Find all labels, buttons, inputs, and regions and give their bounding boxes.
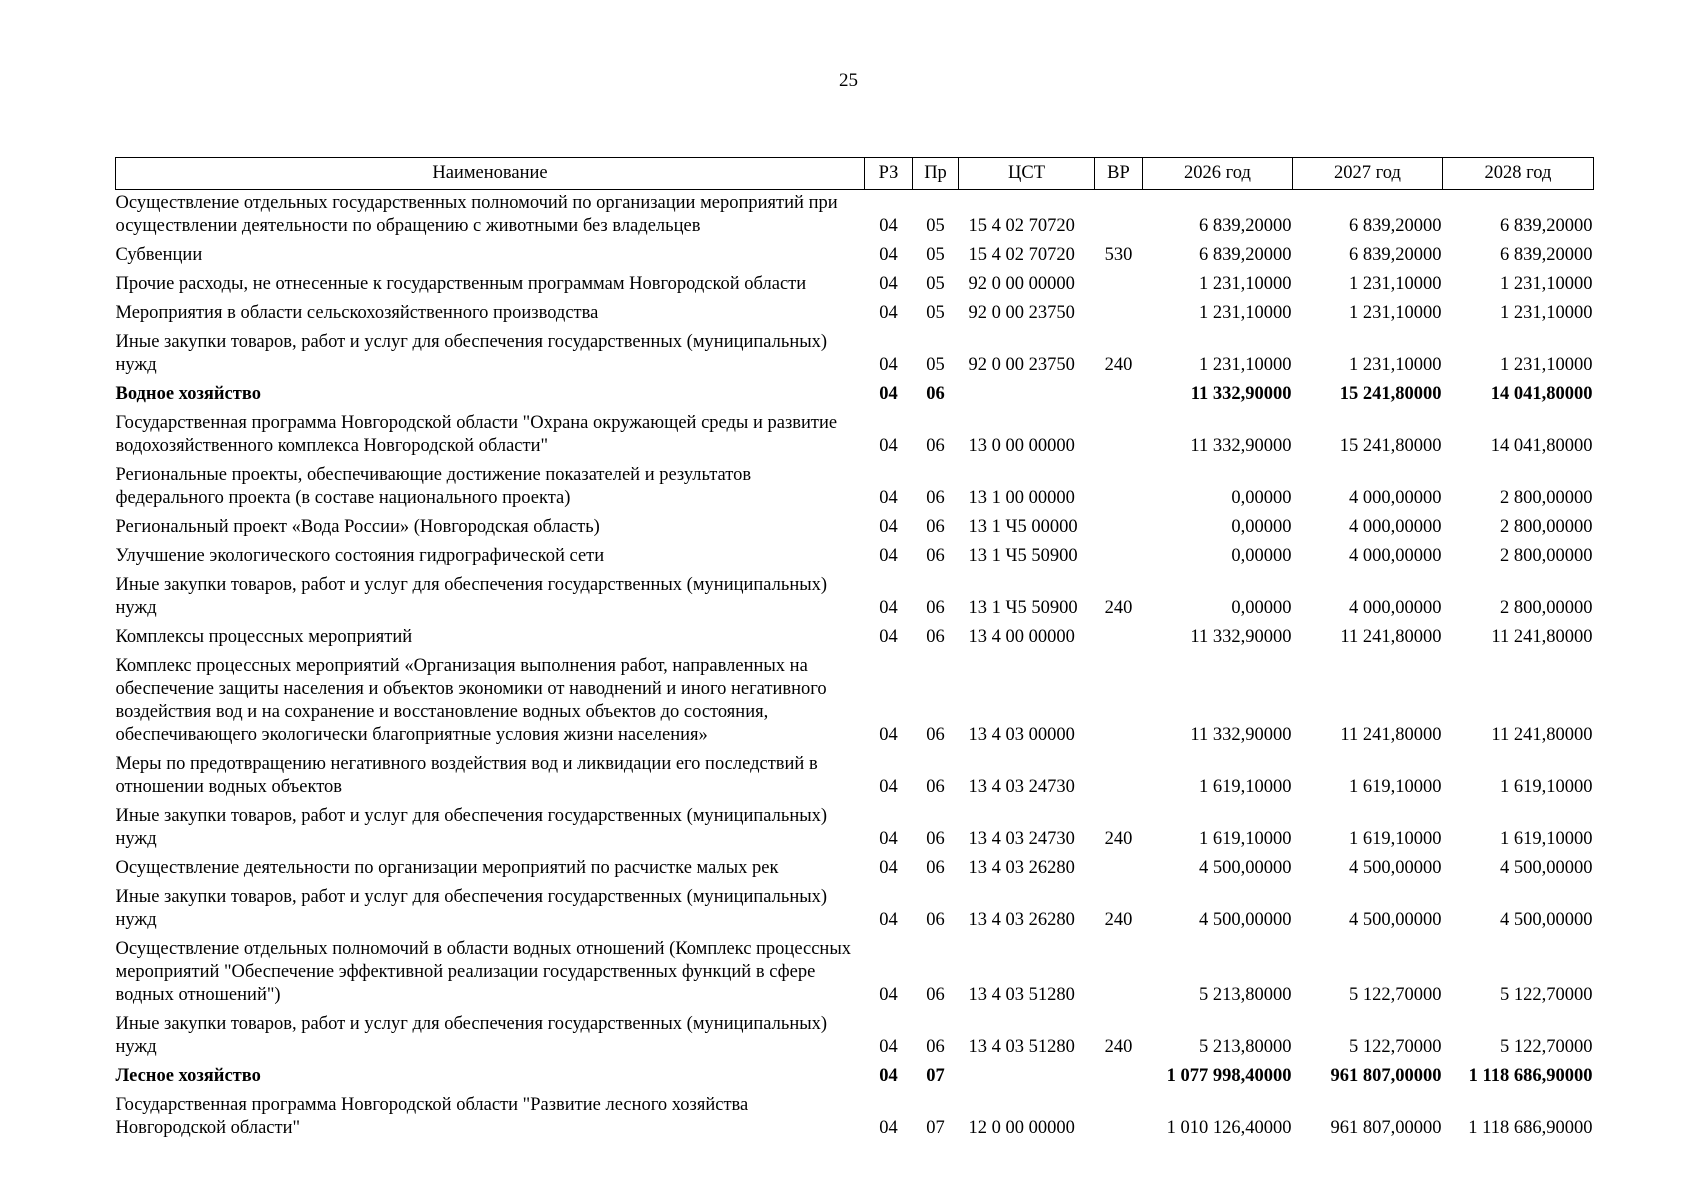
row-pr: 07 [926,1118,945,1138]
table-row [116,325,1594,377]
row-value-2026: 6 839,20000 [1199,245,1292,265]
row-cst: 13 4 03 51280 [968,985,1075,1005]
row-value-2026: 11 332,90000 [1190,436,1292,456]
row-value-2027: 4 000,00000 [1349,517,1442,537]
row-name: Осуществление деятельности по организации мероприятий по расчистке малых рек [115,858,779,878]
row-value-2028: 4 500,00000 [1500,858,1593,878]
row-cst: 13 4 03 51280 [968,1037,1075,1057]
row-pr: 06 [926,517,945,537]
row-value-2027: 1 231,10000 [1349,274,1442,294]
row-vr: 240 [1104,910,1133,930]
row-value-2028: 11 241,80000 [1491,725,1593,745]
row-cst [959,1059,1095,1088]
table-row [116,747,1594,799]
table-row [116,932,1594,1007]
row-name: Иные закупки товаров, работ и услуг для обеспечения государственных (муниципальных) нужд [115,575,828,618]
row-rz: 04 [879,245,898,265]
row-name: Осуществление отдельных полномочий в области водных отношений (Комплекс процессных мероприятий "Обеспечение эффективной реализации государственных функций в сфере водных отношений") [115,939,852,1005]
row-name: Осуществление отдельных государственных полномочий по организации мероприятий при осуществлении деятельности по обращению с животными без владельцев [115,193,838,236]
table-row [116,510,1594,539]
row-vr [1095,510,1143,539]
row-cst: 13 4 03 24730 [968,829,1075,849]
row-value-2026: 0,00000 [1231,598,1292,618]
row-rz: 04 [879,858,898,878]
row-rz: 04 [879,355,898,375]
row-value-2028: 11 241,80000 [1491,627,1593,647]
row-rz: 04 [879,725,898,745]
row-vr [1095,620,1143,649]
row-name: Иные закупки товаров, работ и услуг для обеспечения государственных (муниципальных) нужд [115,1014,828,1057]
row-pr: 06 [926,985,945,1005]
row-value-2027: 6 839,20000 [1349,245,1442,265]
row-value-2027: 5 122,70000 [1349,985,1442,1005]
header-rz: РЗ [865,158,913,190]
row-cst: 13 1 Ч5 50900 [968,598,1078,618]
row-cst: 15 4 02 70720 [968,245,1075,265]
header-vr: ВР [1095,158,1143,190]
row-rz: 04 [879,598,898,618]
row-vr: 240 [1104,598,1133,618]
row-value-2028: 6 839,20000 [1500,216,1593,236]
table-row [116,267,1594,296]
table-row [116,296,1594,325]
row-rz: 04 [879,985,898,1005]
row-cst: 13 4 00 00000 [968,627,1075,647]
row-vr [1095,747,1143,799]
table-header [116,158,1594,190]
row-value-2026: 0,00000 [1231,546,1292,566]
row-vr [1095,1059,1143,1088]
row-value-2028: 14 041,80000 [1490,436,1593,456]
row-pr: 06 [926,829,945,849]
table-row [116,568,1594,620]
row-vr: 530 [1104,245,1133,265]
row-rz: 04 [879,546,898,566]
table-row [116,620,1594,649]
row-value-2027: 11 241,80000 [1340,627,1442,647]
row-pr: 05 [926,216,945,236]
row-pr: 06 [926,598,945,618]
row-name: Региональный проект «Вода России» (Новгородская область) [115,517,600,537]
row-cst: 13 1 Ч5 00000 [968,517,1078,537]
row-value-2026: 5 213,80000 [1199,985,1292,1005]
table-row [116,238,1594,267]
row-rz: 04 [879,216,898,236]
row-cst: 13 4 03 00000 [968,725,1075,745]
row-value-2027: 1 231,10000 [1349,355,1442,375]
row-rz: 04 [879,1066,898,1086]
table-row [116,539,1594,568]
row-value-2028: 1 118 686,90000 [1468,1066,1593,1086]
table-row [116,1088,1594,1140]
row-cst: 13 0 00 00000 [968,436,1075,456]
row-value-2027: 4 500,00000 [1349,858,1442,878]
row-pr: 06 [926,777,945,797]
row-value-2027: 4 000,00000 [1349,546,1442,566]
row-vr: 240 [1104,355,1133,375]
header-pr: Пр [913,158,959,190]
row-name: Государственная программа Новгородской области "Охрана окружающей среды и развитие водохозяйственного комплекса Новгородской области" [115,413,838,456]
row-value-2026: 1 619,10000 [1199,829,1292,849]
row-value-2028: 2 800,00000 [1500,488,1593,508]
table-row [116,649,1594,747]
row-value-2028: 1 118 686,90000 [1468,1118,1593,1138]
header-2028: 2028 год [1443,158,1594,190]
row-cst: 92 0 00 23750 [968,355,1075,375]
row-rz: 04 [879,910,898,930]
row-name: Иные закупки товаров, работ и услуг для обеспечения государственных (муниципальных) нужд [115,887,828,930]
row-name: Комплексы процессных мероприятий [115,627,413,647]
row-name: Иные закупки товаров, работ и услуг для обеспечения государственных (муниципальных) нужд [115,332,828,375]
row-value-2027: 5 122,70000 [1349,1037,1442,1057]
table-row [116,1007,1594,1059]
table-row [116,190,1594,239]
row-cst: 13 1 00 00000 [968,488,1075,508]
row-vr: 240 [1104,829,1133,849]
row-value-2026: 1 231,10000 [1199,355,1292,375]
row-vr: 240 [1104,1037,1133,1057]
row-pr: 05 [926,303,945,323]
row-pr: 05 [926,274,945,294]
row-pr: 06 [926,910,945,930]
row-pr: 06 [926,1037,945,1057]
table-row [116,406,1594,458]
row-pr: 05 [926,245,945,265]
row-name: Прочие расходы, не отнесенные к государственным программам Новгородской области [115,274,807,294]
row-vr [1095,377,1143,406]
row-value-2028: 1 619,10000 [1500,777,1593,797]
row-value-2027: 11 241,80000 [1340,725,1442,745]
row-rz: 04 [879,384,898,404]
row-pr: 06 [926,627,945,647]
row-value-2026: 1 231,10000 [1199,303,1292,323]
row-value-2028: 2 800,00000 [1500,598,1593,618]
row-value-2026: 1 231,10000 [1199,274,1292,294]
row-vr [1095,267,1143,296]
row-rz: 04 [879,777,898,797]
row-value-2027: 15 241,80000 [1339,436,1442,456]
row-value-2028: 1 231,10000 [1500,355,1593,375]
row-name: Мероприятия в области сельскохозяйственного производства [115,303,599,323]
row-value-2028: 5 122,70000 [1500,985,1593,1005]
header-row [116,158,1594,190]
section-row [116,1059,1594,1088]
row-cst [959,377,1095,406]
header-2027: 2027 год [1293,158,1443,190]
page-number: 25 [839,70,858,91]
row-value-2027: 4 000,00000 [1349,598,1442,618]
row-value-2028: 6 839,20000 [1500,245,1593,265]
row-cst: 13 1 Ч5 50900 [968,546,1078,566]
row-value-2028: 1 619,10000 [1500,829,1593,849]
row-value-2026: 5 213,80000 [1199,1037,1292,1057]
row-value-2028: 1 231,10000 [1500,274,1593,294]
row-cst: 13 4 03 26280 [968,910,1075,930]
row-value-2027: 1 619,10000 [1349,777,1442,797]
row-value-2026: 1 077 998,40000 [1166,1066,1292,1086]
row-cst: 12 0 00 00000 [968,1118,1075,1138]
row-pr: 06 [926,546,945,566]
row-vr [1095,851,1143,880]
row-name: Комплекс процессных мероприятий «Организация выполнения работ, направленных на обеспечение защиты населения и объектов экономики от наводнений и иного негативного воздействия вод и на сохранение и восстановление водных объектов до состояния, обеспечивающего экологически благоприятные условия жизни населения» [115,656,827,745]
row-value-2027: 1 231,10000 [1349,303,1442,323]
row-value-2027: 961 807,00000 [1330,1118,1442,1138]
row-value-2028: 5 122,70000 [1500,1037,1593,1057]
row-value-2028: 2 800,00000 [1500,546,1593,566]
table-row [116,458,1594,510]
row-value-2026: 4 500,00000 [1199,910,1292,930]
row-vr [1095,932,1143,1007]
row-vr [1095,296,1143,325]
row-pr: 06 [926,858,945,878]
row-pr: 05 [926,355,945,375]
row-value-2026: 4 500,00000 [1199,858,1292,878]
table-row [116,799,1594,851]
row-value-2026: 1 010 126,40000 [1166,1118,1292,1138]
row-value-2027: 4 500,00000 [1349,910,1442,930]
row-value-2027: 15 241,80000 [1339,384,1442,404]
row-vr [1095,1088,1143,1140]
row-vr [1095,458,1143,510]
header-2026: 2026 год [1143,158,1293,190]
row-value-2026: 0,00000 [1231,517,1292,537]
row-value-2027: 1 619,10000 [1349,829,1442,849]
row-value-2027: 6 839,20000 [1349,216,1442,236]
row-value-2026: 11 332,90000 [1190,627,1292,647]
row-name: Водное хозяйство [115,384,261,404]
row-rz: 04 [879,627,898,647]
row-name: Государственная программа Новгородской области "Развитие лесного хозяйства Новгородской области" [115,1095,749,1138]
row-rz: 04 [879,1037,898,1057]
row-pr: 07 [926,1066,945,1086]
table-body [116,190,1594,1141]
row-value-2026: 0,00000 [1231,488,1292,508]
row-rz: 04 [879,1118,898,1138]
row-name: Субвенции [115,245,203,265]
row-pr: 06 [926,436,945,456]
row-value-2028: 1 231,10000 [1500,303,1593,323]
row-pr: 06 [926,725,945,745]
row-value-2028: 2 800,00000 [1500,517,1593,537]
header-name: Наименование [116,158,865,190]
table-row [116,851,1594,880]
row-vr [1095,539,1143,568]
section-row [116,377,1594,406]
row-vr [1095,190,1143,239]
row-value-2028: 4 500,00000 [1500,910,1593,930]
row-cst: 13 4 03 26280 [968,858,1075,878]
row-name: Меры по предотвращению негативного воздействия вод и ликвидации его последствий в отношении водных объектов [115,754,818,797]
row-name: Региональные проекты, обеспечивающие достижение показателей и результатов федерального проекта (в составе национального проекта) [115,465,752,508]
row-name: Иные закупки товаров, работ и услуг для обеспечения государственных (муниципальных) нужд [115,806,828,849]
row-cst: 92 0 00 23750 [968,303,1075,323]
row-value-2026: 11 332,90000 [1190,384,1292,404]
row-name: Лесное хозяйство [115,1066,261,1086]
header-cst: ЦСТ [959,158,1095,190]
row-name: Улучшение экологического состояния гидрографической сети [115,546,605,566]
row-pr: 06 [926,384,945,404]
table-row [116,880,1594,932]
row-pr: 06 [926,488,945,508]
row-cst: 15 4 02 70720 [968,216,1075,236]
row-value-2026: 1 619,10000 [1199,777,1292,797]
row-rz: 04 [879,303,898,323]
row-rz: 04 [879,274,898,294]
row-vr [1095,649,1143,747]
row-vr [1095,406,1143,458]
row-rz: 04 [879,829,898,849]
row-rz: 04 [879,436,898,456]
row-rz: 04 [879,488,898,508]
budget-table [115,157,1594,1140]
row-value-2028: 14 041,80000 [1490,384,1593,404]
row-rz: 04 [879,517,898,537]
row-value-2026: 11 332,90000 [1190,725,1292,745]
row-value-2027: 961 807,00000 [1330,1066,1442,1086]
row-value-2026: 6 839,20000 [1199,216,1292,236]
row-cst: 13 4 03 24730 [968,777,1075,797]
row-cst: 92 0 00 00000 [968,274,1075,294]
row-value-2027: 4 000,00000 [1349,488,1442,508]
